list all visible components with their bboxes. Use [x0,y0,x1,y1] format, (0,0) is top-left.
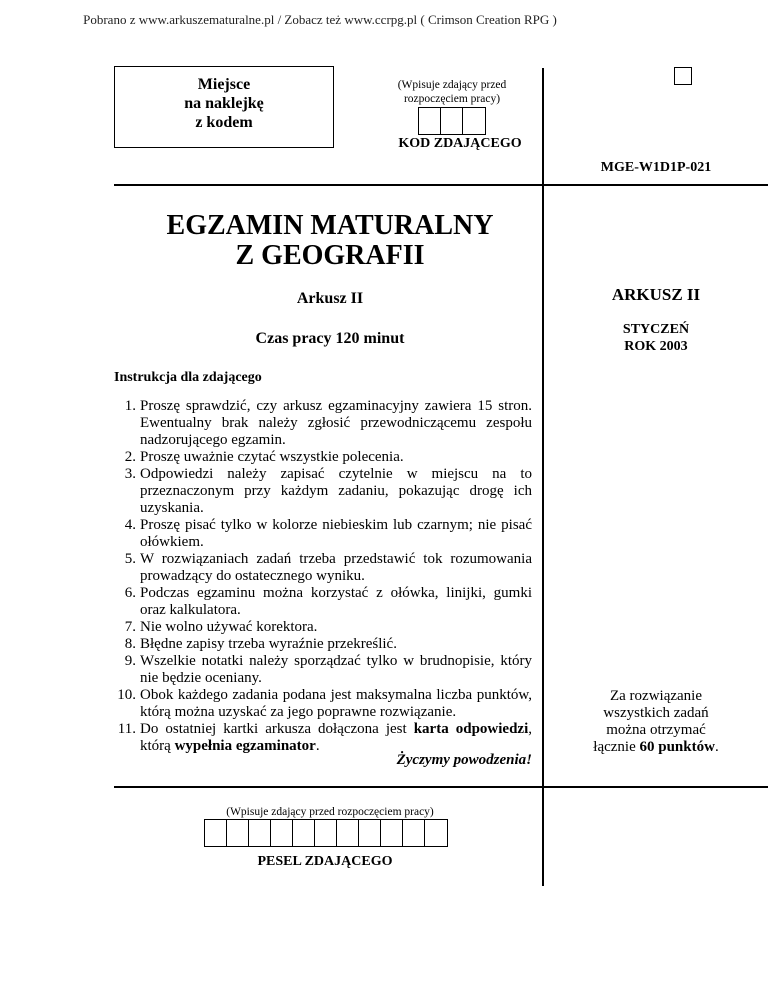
item-text [140,721,532,755]
right-sheet-label: ARKUSZ II [611,285,701,304]
item-text: Proszę pisać tylko w kolorze niebieskim lub czarnym; nie pisać ołówkiem. [140,517,532,550]
candidate-code-field[interactable] [418,107,486,135]
item-text: Błędne zapisy trzeba wyraźnie przekreślić. [140,636,397,652]
instructions-heading: Instrukcja dla zdającego [114,370,262,385]
corner-checkbox[interactable] [674,67,692,85]
pesel-cell[interactable] [403,820,425,846]
pesel-note: (Wpisuje zdający przed rozpoczęciem pracy) [226,806,434,818]
points-info [544,688,768,756]
pesel-cell[interactable] [425,820,447,846]
list-item [114,653,532,687]
list-item [114,619,532,636]
item-text-part: . [315,738,320,754]
list-item [114,585,532,619]
code-note-line-1: (Wpisuje zdający przed [397,79,507,91]
pesel-cell[interactable] [293,820,315,846]
item-text: W rozwiązaniach zadań trzeba przedstawić tok rozumowania prowadzący do ostatecznego wyniku. [140,551,532,584]
exam-code: MGE-W1D1P-021 [600,160,712,175]
item-number: 10. [117,687,136,703]
top-divider [114,184,768,186]
item-text: Proszę uważnie czytać wszystkie polecenia. [140,449,404,465]
duration: Czas pracy 120 minut [255,330,405,347]
code-note [378,78,526,106]
list-item [114,466,532,517]
list-item [114,398,532,449]
pesel-label: PESEL ZDAJĄCEGO [257,854,393,869]
code-cell[interactable] [441,108,463,134]
item-number: 4. [124,517,136,533]
item-number: 6. [124,585,136,601]
exam-title [114,211,546,271]
item-number: 11. [117,721,136,737]
list-item [114,687,532,721]
vertical-divider [542,68,544,886]
pesel-cell[interactable] [359,820,381,846]
pesel-cell[interactable] [381,820,403,846]
good-luck-message: Życzymy powodzenia! [396,752,532,768]
list-item [114,721,532,755]
item-number: 3. [124,466,136,482]
pesel-cell[interactable] [337,820,359,846]
list-item [114,636,532,653]
item-number: 9. [124,653,136,669]
points-post: . [714,739,719,755]
item-number: 7. [124,619,136,635]
sticker-line-3: z kodem [195,114,253,131]
points-line-4 [544,739,768,756]
instructions-list [114,398,532,755]
item-number: 5. [124,551,136,567]
candidate-code-label: KOD ZDAJĄCEGO [398,136,522,151]
points-line-1: Za rozwiązanie [609,688,703,704]
item-text: Podczas egzaminu można korzystać z ołówka, linijki, gumki oraz kalkulatora. [140,585,532,618]
title-line-1: EGZAMIN MATURALNY [166,210,494,241]
list-item [114,449,532,466]
item-text-part: Do ostatniej kartki arkusza dołączona jest [140,721,414,737]
item-text: Proszę sprawdzić, czy arkusz egzaminacyjny zawiera 15 stron. Ewentualny brak należy zgłosić przewodniczącemu zespołu nadzorującego egzamin. [140,398,532,448]
source-credit: Pobrano z www.arkuszematuralne.pl / Zobacz też www.ccrpg.pl ( Crimson Creation RPG ) [83,12,557,27]
pesel-cell[interactable] [227,820,249,846]
pesel-cell[interactable] [315,820,337,846]
pesel-cell[interactable] [249,820,271,846]
title-line-2: Z GEOGRAFII [235,240,425,271]
examiner-emphasis: wypełnia egzaminator [174,738,316,754]
pesel-cell[interactable] [271,820,293,846]
item-number: 8. [124,636,136,652]
code-cell[interactable] [463,108,485,134]
list-item [114,551,532,585]
points-pre: łącznie [593,739,640,755]
code-cell[interactable] [419,108,441,134]
points-line-2: wszystkich zadań [603,705,709,721]
pesel-field[interactable] [204,819,448,847]
right-month: STYCZEŃ [622,322,690,337]
item-number: 2. [124,449,136,465]
list-item [114,517,532,551]
points-total: 60 punktów [639,739,715,755]
sticker-line-1: Miejsce [197,76,251,93]
item-number: 1. [124,398,136,414]
bottom-divider [114,786,768,788]
points-line-3: można otrzymać [606,722,706,738]
sticker-line-2: na naklejkę [184,95,264,112]
item-text: Wszelkie notatki należy sporządzać tylko w brudnopisie, który nie będzie oceniany. [140,653,532,686]
item-text: Nie wolno używać korektora. [140,619,318,635]
item-text: Odpowiedzi należy zapisać czytelnie w miejscu na to przeznaczonym przy każdym zadaniu, pokazując drogę ich uzyskania. [140,466,532,516]
code-note-line-2: rozpoczęciem pracy) [403,93,501,105]
pesel-cell[interactable] [205,820,227,846]
item-text: Obok każdego zadania podana jest maksymalna liczba punktów, którą można uzyskać za jego poprawne rozwiązanie. [140,687,532,720]
item-text-part: , którą [140,721,532,754]
sticker-placeholder [114,66,334,148]
sheet-label: Arkusz II [296,290,364,307]
answer-card-emphasis: karta odpowiedzi [413,721,529,737]
right-year: ROK 2003 [624,339,688,354]
